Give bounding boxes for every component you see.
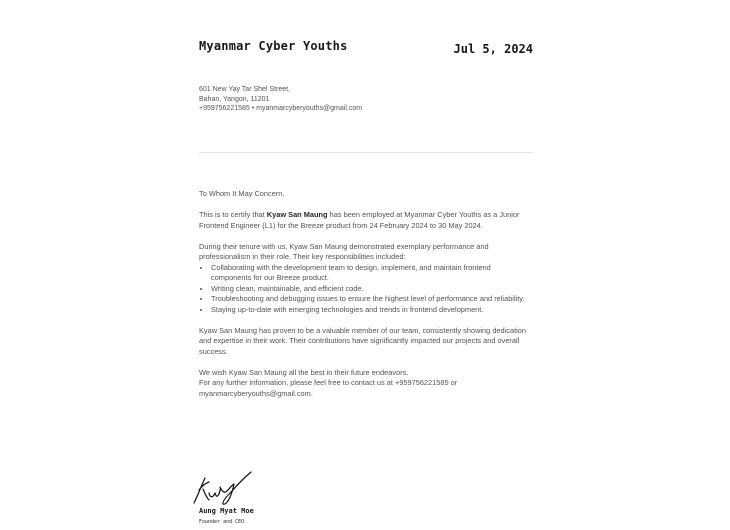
letter-date: Jul 5, 2024 [453,42,533,56]
responsibilities-list [199,263,533,316]
header-divider [199,152,533,153]
list-item: • Writing clean, maintainable, and efficient code. [211,284,533,295]
organization-name: Myanmar Cyber Youths [199,39,348,53]
address-line-1: 601 New Yay Tar Shel Street, [199,86,291,93]
intro-paragraph [199,210,533,231]
signer-title: Founder and CEO [199,519,245,525]
employee-name: Kyaw San Maung [266,210,328,219]
tenure-paragraph: During their tenure with us, Kyaw San Maung demonstrated exemplary performance and professionalism in their role. Their key responsibilities included: [199,241,489,261]
intro-text-after: has been employed at Myanmar Cyber Youths as a Junior Frontend Engineer (L1) for the Breeze product from 24 February 2024 to 30 May 2024. [199,210,520,230]
address-block [199,85,362,114]
salutation: To Whom It May Concern, [199,189,285,198]
intro-text-before: This is to certify that [199,210,267,219]
contact-line: +959756221585 • myanmarcyberyouths@gmail.com [199,105,363,112]
signer-name: Aung Myat Moe [199,507,254,515]
closing-wish: We wish Kyaw San Maung all the best in their future endeavors. [199,367,409,377]
address-line-2: Bahan, Yangon, 11201 [199,95,270,103]
list-item: • Staying up-to-date with emerging technologies and trends in frontend development. [211,305,533,316]
assessment-paragraph: Kyaw San Maung has proven to be a valuable member of our team, consistently showing dedication and expertise in their work. Their contributions have significantly impacted our projects and overall success. [199,325,527,356]
handwritten-signature [190,467,256,507]
closing-contact: For any further information, please feel free to contact us at +959756221585 or myanmarcyberyouths@gmail.com. [199,378,458,398]
list-item: • Troubleshooting and debugging issues to ensure the highest level of performance and reliability. [211,294,533,305]
letter-body [199,189,533,410]
list-item: • Collaborating with the development team to design, implement, and maintain frontend components for our Breeze product. [211,263,533,284]
